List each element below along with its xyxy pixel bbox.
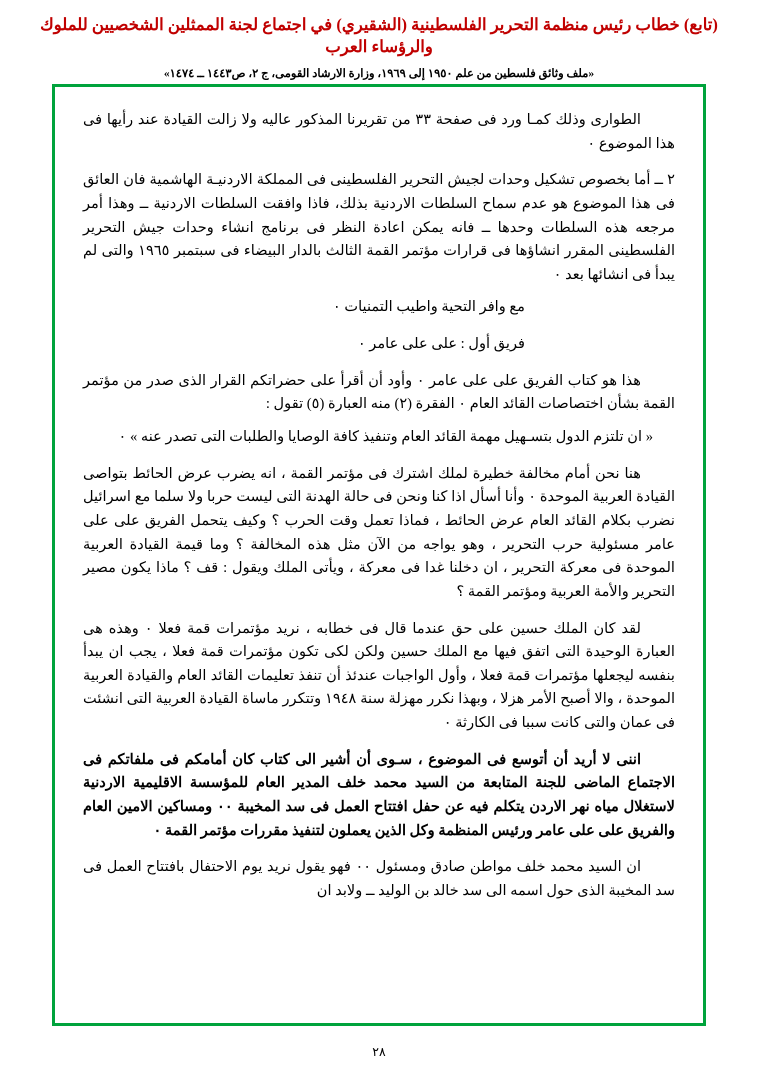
header-title: (تابع) خطاب رئيس منظمة التحرير الفلسطينية (الشقيري) في اجتماع لجنة الممثلين الشخصيين للملوك والرؤساء العرب [40, 15, 718, 57]
content-body [55, 87, 703, 1023]
paragraph: مع وافر التحية واطيب التمنيات ٠ [332, 299, 525, 316]
page-number: ٢٨ [372, 1045, 386, 1059]
paragraph: هنا نحن أمام مخالفة خطيرة لملك اشترك فى مؤتمر القمة ، انه يضرب عرض الحائط بتواصى القيادة العربية الموحدة ٠ وأنا أسأل اذا كنا ونحن فى حالة الهدنة التى ليست حربا ولا سلما مع اسرائيل نضرب بكلام القائد العام عرض الحائط ، فماذا تعمل وقت الحرب ؟ وكيف يتحمل الفريق على على عامر مسئولية حرب التحرير ، وهو يواجه من الآن مثل هذه المخالفة ؟ وما قيمة القيادة العربية الموحدة فى معركة التحرير ، ان دخلنا غدا فى معركة ، ويأتى الملك ويقول : قف ؟ ماذا يكون مصير التحرير والأمة العربية ومؤتمر القمة ؟ [83, 465, 675, 600]
paragraph: لقد كان الملك حسين على حق عندما قال فى خطابه ، نريد مؤتمرات قمة فعلا ٠ وهذه هى العبارة الوحيدة التى اتفق فيها مع الملك حسين ولكن لكى تكون مؤتمرات قمة فعلا ، يجب ان يبدأ بنفسه ليجعلها مؤتمرات قمة فعلا ، وأول الواجبات عندئذ أن تنفذ تعليمات القائد العام والقيادة العربية الموحدة ، والا أصبح الأمر هزلا ، وبهذا نكرر مهزلة سنة ١٩٤٨ وتتكرر ماساة القيادة العربية التى انشئت فى عمان والتى كانت سببا فى الكارثة ٠ [83, 620, 676, 732]
paragraph: ان السيد محمد خلف مواطن صادق ومسئول ٠٠ فهو يقول نريد يوم الاحتفال بافتتاح العمل فى سد المخيبة الذى حول اسمه الى سد خالد بن الوليد ــ ولابد ان [83, 859, 675, 899]
paragraph: هذا هو كتاب الفريق على على عامر ٠ وأود أن أقرأ على حضراتكم القرار الذى صدر من مؤتمر القمة بشأن اختصاصات القائد العام ٠ الفقرة (٢) منه العبارة (٥) تقول : [83, 372, 675, 413]
paragraph-signature: فريق أول : على على عامر ٠ [357, 336, 525, 353]
paragraph: الطوارى وذلك كمـا ورد فى صفحة ٣٣ من تقريرنا المذكور عاليه ولا زالت القيادة عند رأيها فى هذا الموضوع ٠ [83, 112, 675, 152]
paragraph: ٢ ــ أما بخصوص تشكيل وحدات لجيش التحرير الفلسطينى فى المملكة الاردنيـة الهاشمية فان العائق فى هذا الموضوع هو عدم سماح السلطات الاردنية بذلك، فاذا وافقت السلطات الاردنية ــ وهذا أمر مرجعه هذه السلطات وحدها ــ فانه يمكن اعادة النظر فى برنامج انشاء وحدات جيش التحرير الفلسطينى المقرر انشاؤها فى قرارات مؤتمر القمة الثالث بالدار البيضاء فى سبتمبر ١٩٦٥ والتى لم يبدأ فى انشائها بعد ٠ [83, 172, 676, 283]
content-frame [52, 84, 706, 1026]
header-subtitle: «ملف وثائق فلسطين من علم ١٩٥٠ إلى ١٩٦٩، وزارة الارشاد القومى، ج ٢، ص١٤٤٣ ــ ١٤٧٤» [163, 67, 595, 80]
paragraph-bold: اننى لا أريد أن أتوسع فى الموضوع ، سـوى أن أشير الى كتاب كان أمامكم فى ملفاتكم فى الاجتماع الماضى للجنة المتابعة من السيد محمد خلف المدير العام للمؤسسة الاقليمية الاردنية لاستغلال مياه نهر الاردن يتكلم فيه عن حفل افتتاح العمل فى سد المخيبة ٠٠ ومساكين الامين العام والفريق على على عامر ورئيس المنظمة وكل الذين يعملون لتنفيذ مقررات مؤتمر القمة ٠ [83, 751, 675, 839]
paragraph-quote: « ان تلتزم الدول بتسـهيل مهمة القائد العام وتنفيذ كافة الوصايا والطلبات التى تصدر عنه » ٠ [118, 429, 653, 446]
page-header [0, 0, 758, 82]
